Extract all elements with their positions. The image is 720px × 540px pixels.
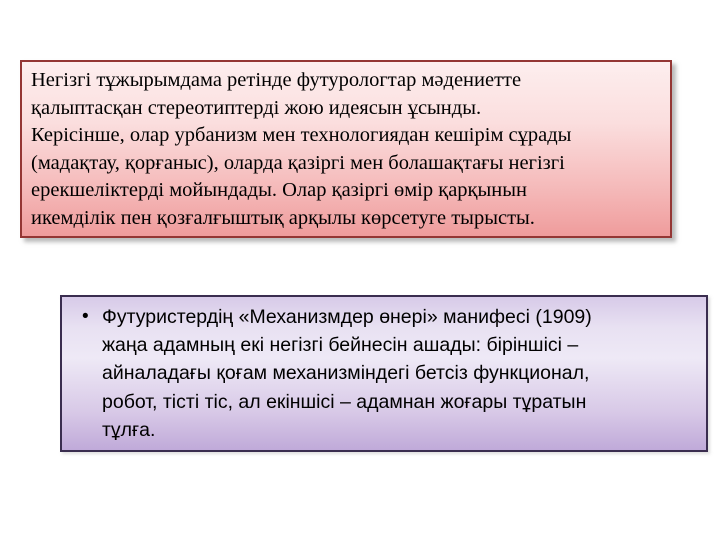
text-line: икемділік пен қозғалғыштық арқылы көрсетуге тырысты. bbox=[31, 206, 535, 229]
futurology-concept-text-box[interactable] bbox=[20, 60, 672, 238]
text-line: тұлға. bbox=[102, 418, 156, 441]
text-line: робот, тісті тіс, ал екіншісі – адамнан жоғары тұратын bbox=[102, 390, 587, 413]
text-line: жаңа адамның екі негізгі бейнесін ашады: біріншісі – bbox=[102, 334, 579, 357]
text-line: (мадақтау, қорғаныс), оларда қазіргі мен болашақтағы негізгі bbox=[31, 151, 565, 174]
bullet-text-block bbox=[102, 303, 700, 444]
manifesto-bullet-box[interactable] bbox=[60, 295, 708, 452]
text-line: ерекшеліктерді мойындады. Олар қазіргі өмір қарқынын bbox=[31, 179, 528, 202]
text-line: Керісінше, олар урбанизм мен технологиядан кешірім сұрады bbox=[31, 124, 572, 147]
text-line: Футуристердің «Механизмдер өнері» манифесі (1909) bbox=[102, 306, 592, 328]
text-line: айналадағы қоғам механизміндегі бетсіз функционал, bbox=[102, 362, 590, 385]
text-line: Негізгі тұжырымдама ретінде футурологтар мәдениетте bbox=[31, 69, 522, 91]
bullet-marker: • bbox=[82, 306, 89, 327]
text-line: қалыптасқан стереотиптерді жою идеясын ұсынды. bbox=[31, 96, 482, 119]
